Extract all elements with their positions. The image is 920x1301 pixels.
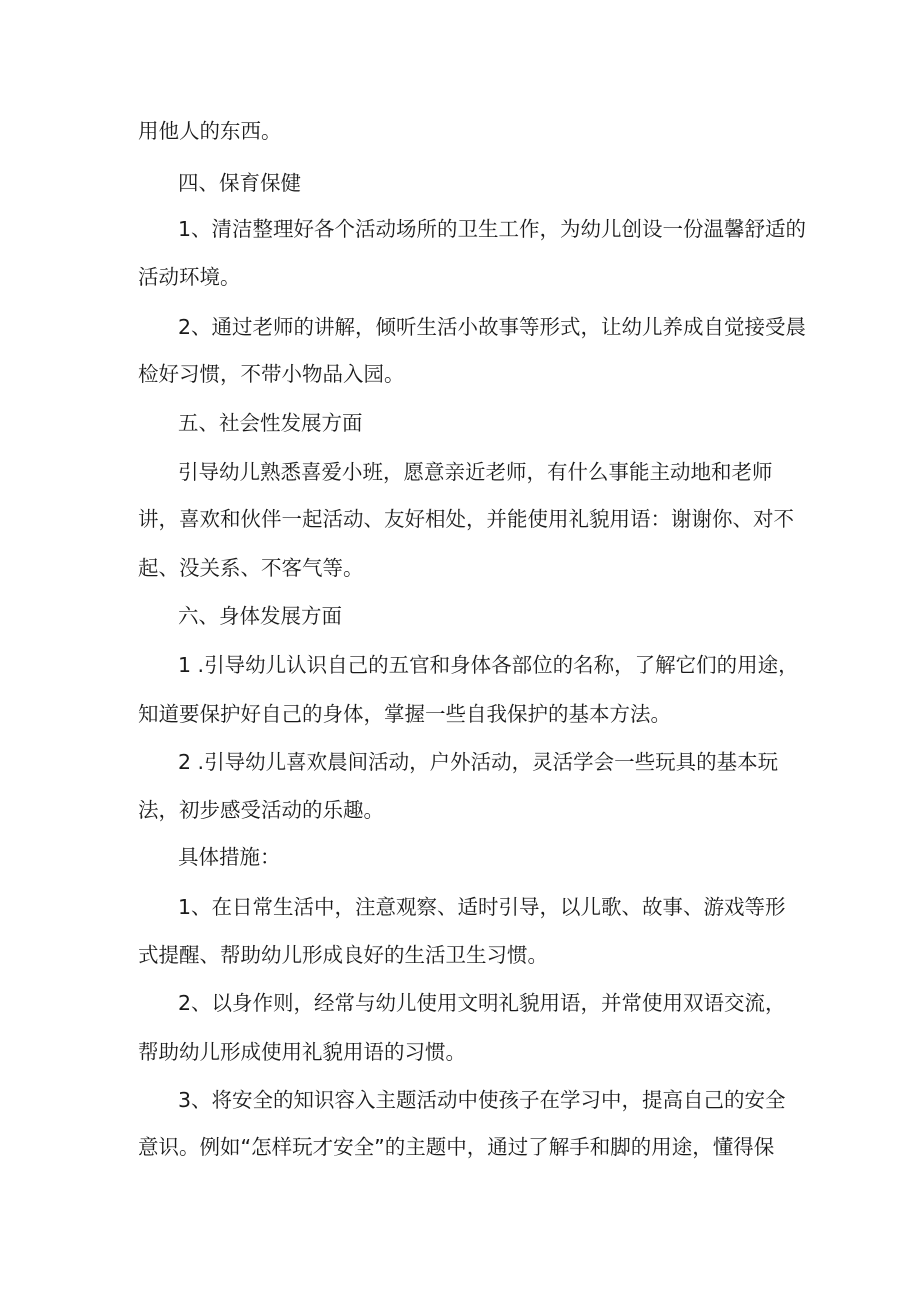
text-line: 引导幼儿熟悉喜爱小班，愿意亲近老师，有什么事能主动地和老师: [178, 460, 773, 484]
text-line: 意识。例如“怎样玩才安全”的主题中，通过了解手和脚的用途，懂得保: [138, 1135, 775, 1159]
text-line: 法，初步感受活动的乐趣。: [138, 798, 384, 822]
text-line: 讲，喜欢和伙伴一起活动、友好相处，并能使用礼貌用语：谢谢你、对不: [138, 507, 794, 531]
section-heading: 四、保育保健: [178, 171, 301, 195]
text-line: 检好习惯，不带小物品入园。: [138, 362, 405, 386]
text-line: 1、在日常生活中，注意观察、适时引导，以儿歌、故事、游戏等形: [178, 895, 786, 919]
text-line: 2、以身作则，经常与幼儿使用文明礼貌用语，并常使用双语交流，: [178, 991, 786, 1015]
text-line: 2、通过老师的讲解，倾听生活小故事等形式，让幼儿养成自觉接受晨: [178, 315, 807, 339]
section-heading: 六、身体发展方面: [178, 604, 342, 628]
text-line: 2 .引导幼儿喜欢晨间活动，户外活动，灵活学会一些玩具的基本玩: [178, 750, 779, 774]
text-line: 3、将安全的知识容入主题活动中使孩子在学习中，提高自己的安全: [178, 1088, 786, 1112]
text-line: 帮助幼儿形成使用礼貌用语的习惯。: [138, 1040, 466, 1064]
section-heading: 五、社会性发展方面: [178, 411, 363, 435]
section-heading: 具体措施：: [178, 845, 281, 869]
text-line: 1、清洁整理好各个活动场所的卫生工作，为幼儿创设一份温馨舒适的: [178, 217, 807, 241]
text-line: 1 .引导幼儿认识自己的五官和身体各部位的名称，了解它们的用途，: [178, 653, 799, 677]
text-line: 用他人的东西。: [138, 119, 282, 143]
text-line: 式提醒、帮助幼儿形成良好的生活卫生习惯。: [138, 943, 548, 967]
text-line: 起、没关系、不客气等。: [138, 556, 364, 580]
text-line: 活动环境。: [138, 265, 241, 289]
text-line: 知道要保护好自己的身体，掌握一些自我保护的基本方法。: [138, 702, 671, 726]
